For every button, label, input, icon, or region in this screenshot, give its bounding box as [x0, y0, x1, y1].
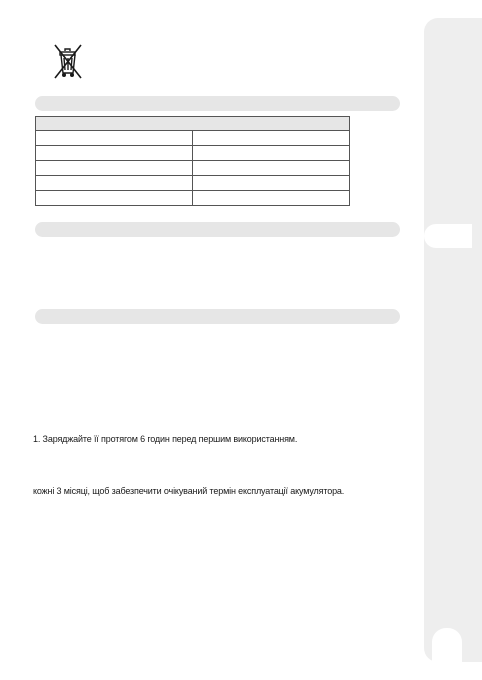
- table-row: [36, 176, 350, 191]
- page-number-tab: [432, 628, 462, 680]
- side-margin-strip: [424, 18, 482, 662]
- table-cell: [36, 191, 193, 206]
- table-cell: [36, 161, 193, 176]
- table-cell: [193, 176, 350, 191]
- section-header-bar: [35, 96, 400, 111]
- charging-instruction-text: 1. Заряджайте її протягом 6 годин перед першим використанням.: [33, 434, 298, 444]
- table-cell: [193, 131, 350, 146]
- table-header-row: [36, 117, 350, 131]
- table-row: [36, 161, 350, 176]
- table-cell: [193, 146, 350, 161]
- table-header-cell: [36, 117, 350, 131]
- table-row: [36, 146, 350, 161]
- table-cell: [36, 146, 193, 161]
- table-cell: [36, 131, 193, 146]
- section-header-bar: [35, 222, 400, 237]
- section-tab-marker: [424, 224, 472, 248]
- table-cell: [193, 191, 350, 206]
- specification-table: [35, 116, 350, 206]
- table-cell: [193, 161, 350, 176]
- crossed-out-wheelie-bin-icon: [53, 43, 83, 81]
- table-row: [36, 131, 350, 146]
- table-cell: [36, 176, 193, 191]
- table-row: [36, 191, 350, 206]
- battery-maintenance-text: кожні 3 місяці, щоб забезпечити очікуваний термін експлуатації акумулятора.: [33, 486, 345, 496]
- section-header-bar: [35, 309, 400, 324]
